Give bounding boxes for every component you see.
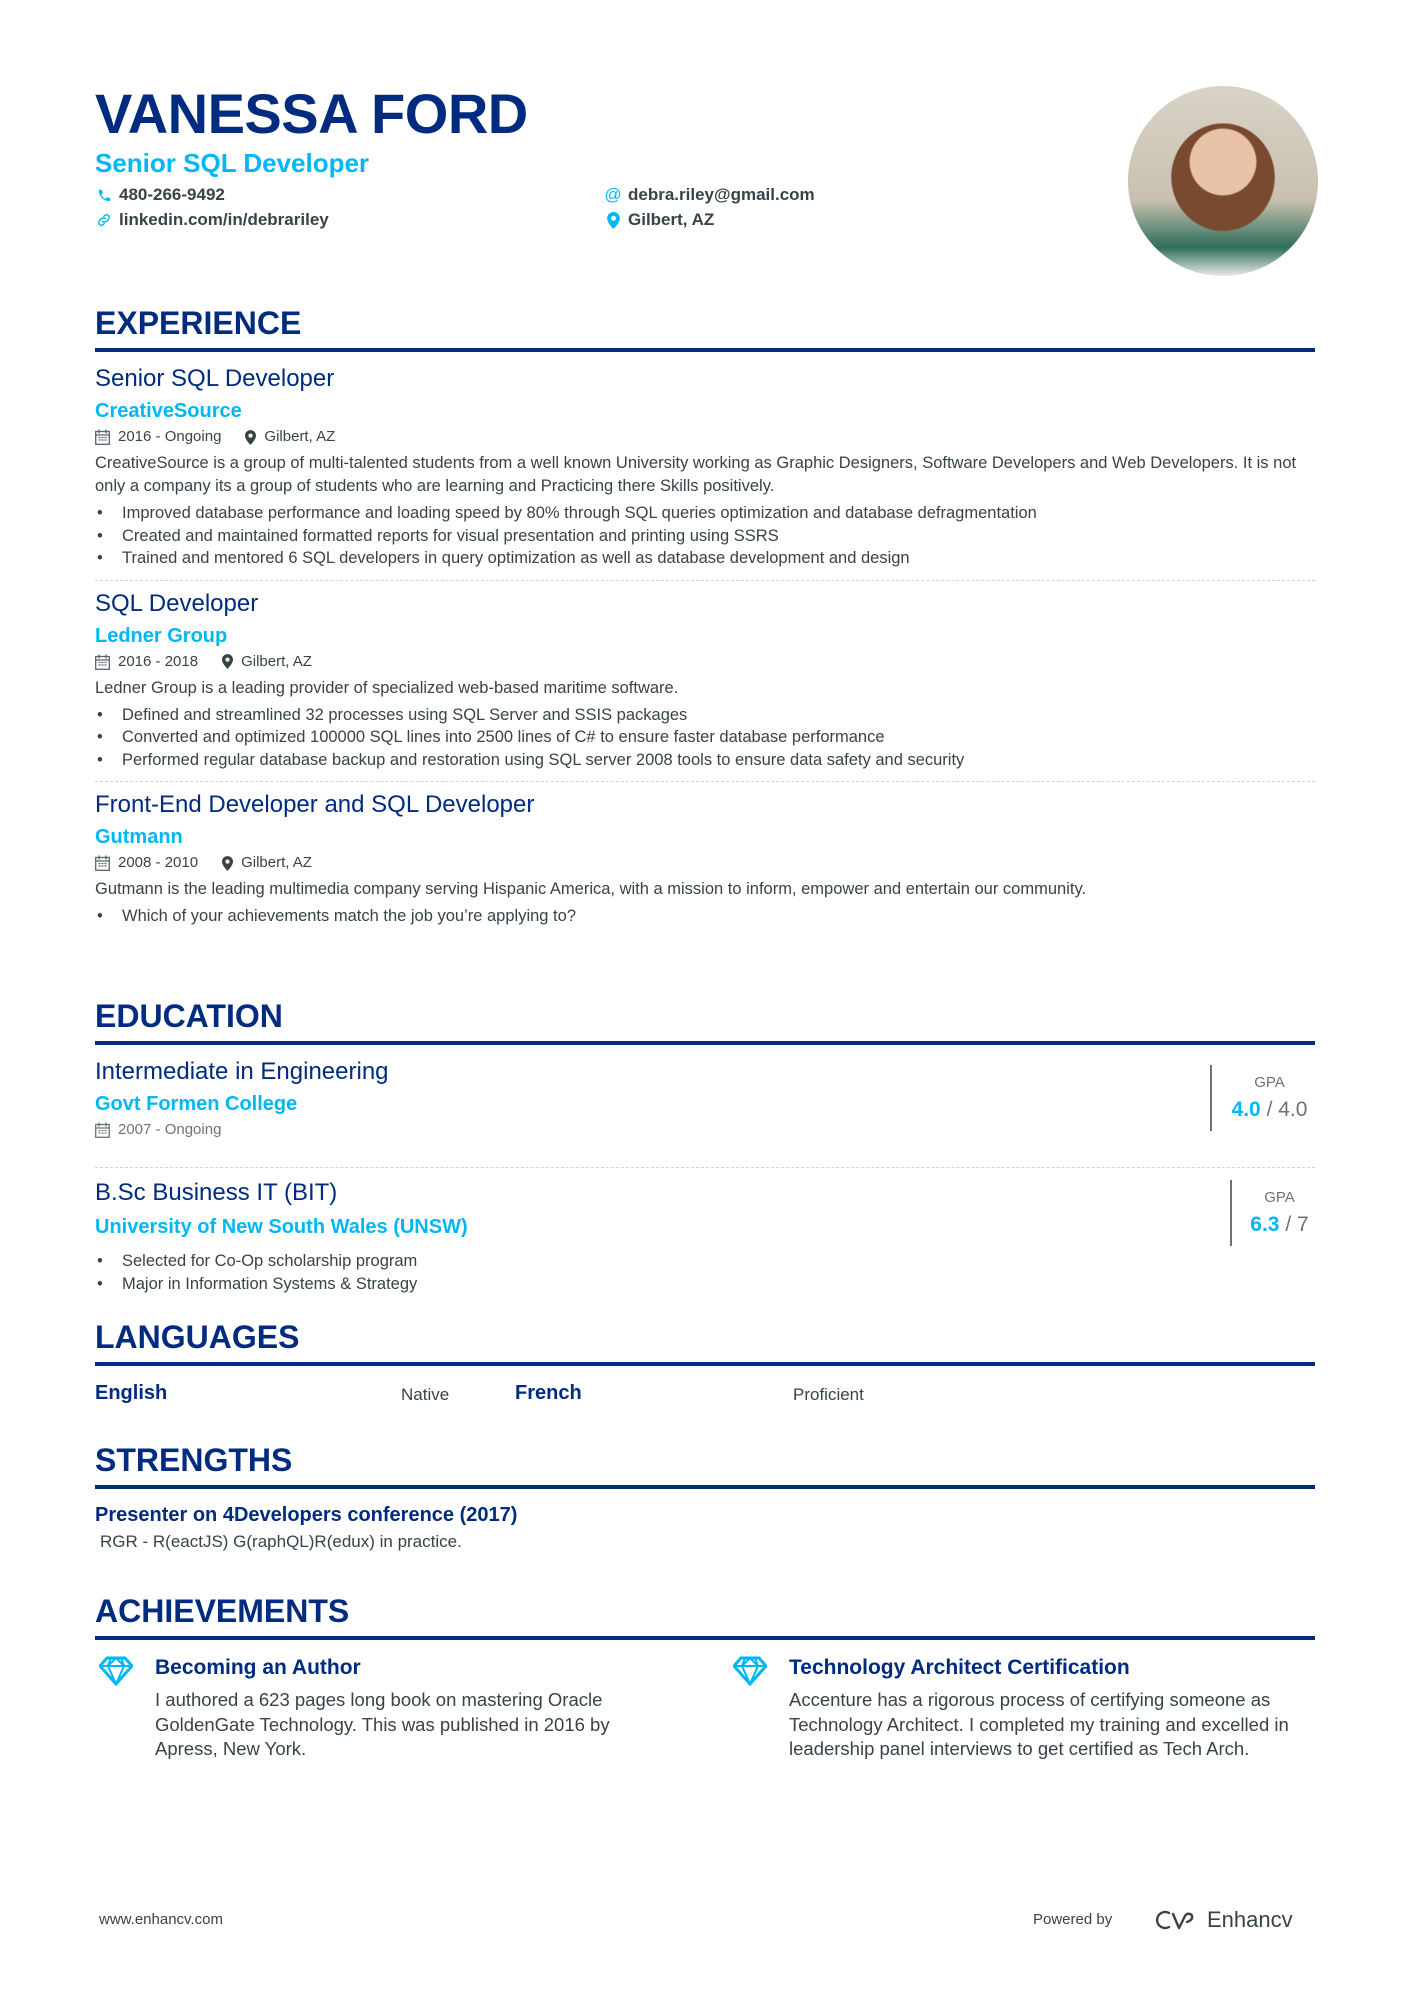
language-name: English [95, 1382, 168, 1404]
strengths-section [95, 1441, 1315, 1555]
experience-entry [95, 580, 1315, 782]
gpa-box [1230, 1180, 1315, 1246]
achievements-list [95, 1654, 1315, 1804]
experience-section [95, 304, 1315, 938]
calendar-icon [95, 855, 110, 871]
education-dates: 2007 - Ongoing [118, 1121, 222, 1138]
job-meta [95, 426, 1315, 448]
job-bullets [95, 704, 1315, 772]
job-title: Senior SQL Developer [95, 365, 335, 392]
gpa-box [1210, 1065, 1315, 1131]
education-entry [95, 1167, 1315, 1295]
achievements-section [95, 1592, 1315, 1804]
section-divider [95, 348, 1315, 352]
section-divider [95, 1636, 1315, 1640]
strength-description: RGR - R(eactJS) G(raphQL)R(edux) in practice. [100, 1532, 462, 1551]
gpa-value: 4.0 / 4.0 [1231, 1098, 1308, 1121]
bullet-item: • Defined and streamlined 32 processes using SQL Server and SSIS packages [95, 704, 1315, 727]
gpa-value: 6.3 / 7 [1250, 1213, 1309, 1236]
enhancv-logo[interactable] [1155, 1907, 1293, 1933]
achievement-description: I authored a 623 pages long book on mastering Oracle GoldenGate Technology. This was published in 2016 by Apress, New York. [155, 1689, 610, 1759]
diamond-icon [733, 1656, 767, 1686]
bullet-item: • Selected for Co-Op scholarship program [95, 1250, 1315, 1273]
job-dates: 2016 - 2018 [118, 652, 199, 670]
candidate-title: Senior SQL Developer [95, 148, 370, 178]
linkedin-text: linkedin.com/in/debrariley [119, 210, 329, 229]
job-description: CreativeSource is a group of multi-talented students from a well known University working as Graphic Designers, Software Developers and Web Developers. It is not only a company its a group of students who are learning and Practicing there Skills positively. [95, 454, 1297, 495]
languages-section [95, 1318, 1315, 1414]
brand-name: Enhancv [1207, 1907, 1293, 1932]
section-heading: LANGUAGES [95, 1319, 300, 1355]
contact-email[interactable] [604, 184, 815, 206]
experience-entry [95, 781, 1315, 938]
gpa-label: GPA [1264, 1189, 1295, 1206]
school-name: University of New South Wales (UNSW) [95, 1216, 468, 1238]
job-bullets [95, 502, 1315, 570]
language-level: Native [401, 1385, 450, 1404]
school-name: Govt Formen College [95, 1093, 298, 1115]
job-location: Gilbert, AZ [241, 854, 312, 871]
bullet-item: • Trained and mentored 6 SQL developers in query optimization as well as database development and design [95, 547, 1315, 570]
bullet-item: • Converted and optimized 100000 SQL lines into 2500 lines of C# to ensure faster database performance [95, 726, 1315, 749]
education-bullets [95, 1250, 1315, 1295]
email-text: debra.riley@gmail.com [628, 185, 815, 204]
language-name: French [515, 1382, 582, 1404]
footer [95, 1907, 1315, 1937]
contact-phone[interactable] [95, 184, 225, 206]
job-meta [95, 852, 1315, 874]
at-icon: @ [604, 185, 622, 204]
achievement-description: Accenture has a rigorous process of certifying someone as Technology Architect. I completed my training and excelled in leadership panel interviews to get certified as Tech Arch. [789, 1689, 1289, 1759]
language-level: Proficient [793, 1385, 864, 1404]
phone-text: 480-266-9492 [119, 185, 225, 204]
job-description: Ledner Group is a leading provider of specialized web-based maritime software. [95, 678, 679, 697]
location-pin-icon [245, 430, 256, 445]
bullet-item: • Performed regular database backup and restoration using SQL server 2008 tools to ensure data safety and security [95, 749, 1315, 772]
footer-website-link[interactable]: www.enhancv.com [99, 1911, 223, 1928]
bullet-item: • Major in Information Systems & Strategy [95, 1273, 1315, 1296]
bullet-item: • Which of your achievements match the job you’re applying to? [95, 905, 1315, 928]
calendar-icon [95, 1122, 110, 1138]
gpa-label: GPA [1254, 1074, 1285, 1091]
achievement-title: Becoming an Author [155, 1656, 361, 1679]
strength-title: Presenter on 4Developers conference (2017) [95, 1504, 518, 1526]
section-divider [95, 1485, 1315, 1489]
calendar-icon [95, 654, 110, 670]
languages-list [95, 1374, 1315, 1414]
education-entry [95, 1055, 1315, 1167]
section-heading: EDUCATION [95, 998, 283, 1034]
enhancv-logo-icon [1155, 1908, 1199, 1932]
calendar-icon [95, 429, 110, 445]
job-location: Gilbert, AZ [241, 652, 312, 670]
degree-title: B.Sc Business IT (BIT) [95, 1179, 338, 1206]
section-divider [95, 1041, 1315, 1045]
link-icon [95, 211, 113, 229]
section-heading: EXPERIENCE [95, 305, 302, 341]
job-bullets [95, 905, 1315, 928]
candidate-name: VANESSA FORD [95, 82, 528, 145]
company-name: CreativeSource [95, 400, 242, 422]
company-name: Gutmann [95, 826, 183, 848]
education-section [95, 997, 1315, 1295]
job-meta [95, 651, 1315, 673]
bullet-item: • Created and maintained formatted reports for visual presentation and printing using SSRS [95, 525, 1315, 548]
phone-icon [95, 186, 113, 204]
section-heading: STRENGTHS [95, 1442, 293, 1478]
contact-location [604, 209, 714, 231]
job-title: Front-End Developer and SQL Developer [95, 791, 535, 818]
section-heading: ACHIEVEMENTS [95, 1593, 350, 1629]
location-pin-icon [222, 654, 233, 669]
section-divider [95, 1362, 1315, 1366]
company-name: Ledner Group [95, 624, 228, 647]
job-dates: 2016 - Ongoing [118, 428, 222, 445]
location-text: Gilbert, AZ [628, 210, 715, 229]
experience-entry [95, 362, 1315, 580]
job-dates: 2008 - 2010 [118, 854, 199, 871]
bullet-item: • Improved database performance and loading speed by 80% through SQL queries optimization and database defragmentation [95, 502, 1315, 525]
contact-linkedin[interactable] [95, 209, 329, 231]
location-pin-icon [222, 856, 233, 871]
job-description: Gutmann is the leading multimedia company serving Hispanic America, with a mission to inform, empower and entertain our community. [95, 880, 1087, 898]
diamond-icon [99, 1656, 133, 1686]
education-meta [95, 1119, 1315, 1141]
job-title: SQL Developer [95, 589, 259, 617]
job-location: Gilbert, AZ [264, 428, 336, 445]
location-pin-icon [604, 211, 622, 229]
degree-title: Intermediate in Engineering [95, 1058, 389, 1085]
achievement-title: Technology Architect Certification [789, 1656, 1130, 1679]
powered-by-label: Powered by [1033, 1911, 1113, 1928]
profile-photo [1128, 86, 1318, 276]
